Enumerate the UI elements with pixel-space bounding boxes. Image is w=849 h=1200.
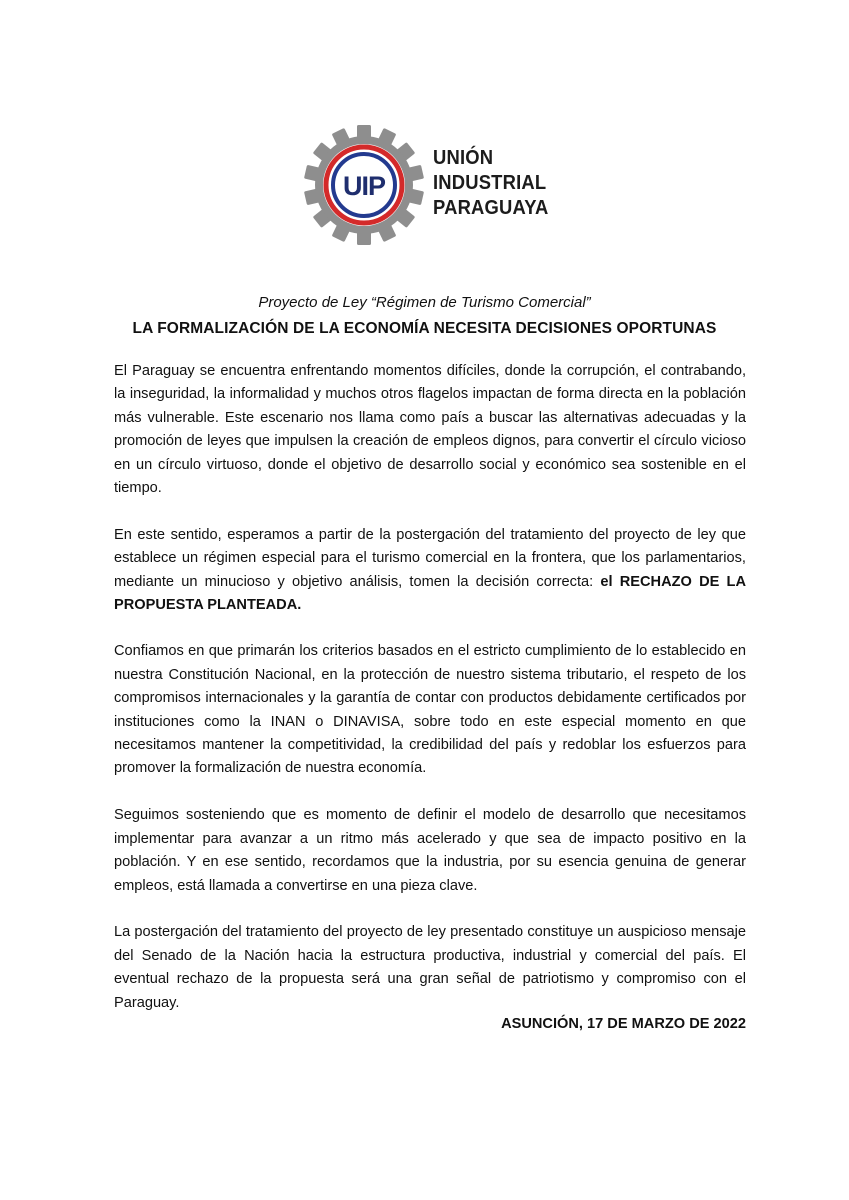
logo-name-line-1: UNIÓN [433,147,494,169]
paragraph-5: La postergación del tratamiento del proyecto de ley presentado constituye un auspicioso mensaje del Senado de la Nación hacia la estructura productiva, industrial y comercial del país. El eventual rechazo de la propuesta será una gran señal de patriotismo y compromiso con el Paraguay. [114,924,746,1011]
paragraph-2 [114,524,746,618]
logo-name-line-3: PARAGUAYA [433,197,549,219]
gear-logo-icon [303,124,425,246]
paragraph-2-emphasis: el RECHAZO DE LA PROPUESTA PLANTEADA. [114,573,747,614]
paragraph-4: Seguimos sosteniendo que es momento de definir el modelo de desarrollo que necesitamos implementar para avanzar a un ritmo más acelerado y que sea de impacto positivo en la población. Y en ese sentido, recordamos que la industria, por su esencia genuina de generar empleos, está llamada a convertirse en una pieza clave. [114,807,746,894]
document-date: ASUNCIÓN, 17 DE MARZO DE 2022 [501,1016,746,1032]
paragraph-1: El Paraguay se encuentra enfrentando momentos difíciles, donde la corrupción, el contrabando, la inseguridad, la informalidad y muchos otros flagelos impactan de forma directa en la población más vulnerable. Este escenario nos llama como país a buscar las alternativas adecuadas y la promoción de leyes que impulsen la creación de empleos dignos, para convertir el círculo vicioso en un círculo virtuoso, donde el objetivo de desarrollo social y económico sea sostenible en el tiempo. [114,363,746,497]
logo-name [433,146,549,221]
paragraph-3: Confiamos en que primarán los criterios basados en el estricto cumplimiento de lo establecido en nuestra Constitución Nacional, en la protección de nuestro sistema tributario, el respeto de los compromisos internacionales y la garantía de contar con productos debidamente certificados por instituciones como la INAN o DINAVISA, sobre todo en este especial momento en que necesitamos mantener la competitividad, la credibilidad del país y redoblar los esfuerzos para promover la formalización de nuestra economía. [114,643,746,777]
document-body [114,360,746,1038]
logo-name-line-2: INDUSTRIAL [433,172,547,194]
document-title: LA FORMALIZACIÓN DE LA ECONOMÍA NECESITA DECISIONES OPORTUNAS [132,320,717,337]
document-subtitle: Proyecto de Ley “Régimen de Turismo Comercial” [258,294,591,311]
uip-logo [303,124,563,250]
logo-abbreviation: UIP [342,171,386,201]
paragraph-2-text: En este sentido, esperamos a partir de la postergación del tratamiento del proyecto de ley que establece un régimen especial para el turismo comercial en la frontera, que los parlamentarios, mediante un minucioso y objetivo análisis, tomen la decisión correcta: [114,526,746,590]
